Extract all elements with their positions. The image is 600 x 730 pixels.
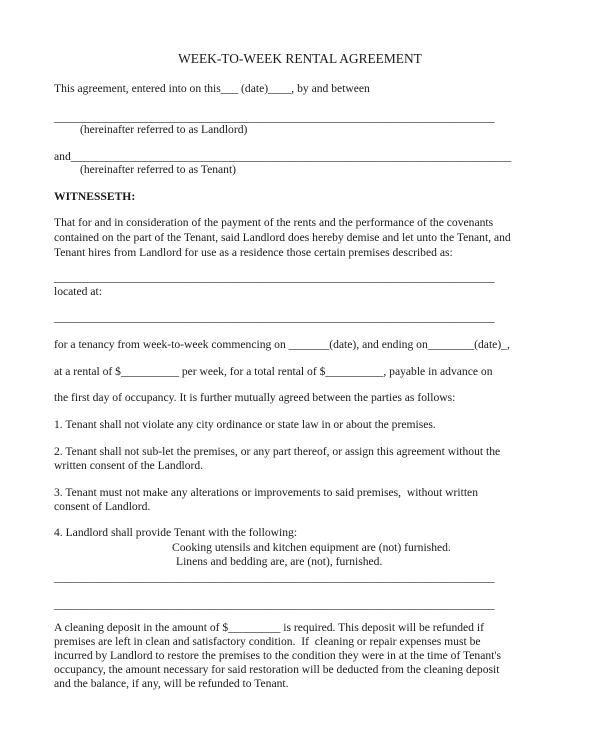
witnesseth-heading: WITNESSETH: xyxy=(54,190,136,203)
extra-blank-line: ____________________________________________________________________________ xyxy=(54,571,495,584)
furnishing-item: Cooking utensils and kitchen equipment are (not) furnished. xyxy=(172,541,451,554)
clause-3-line: 3. Tenant must not make any alterations or improvements to said premises, without written xyxy=(54,486,478,499)
clause-2-line: 2. Tenant shall not sub-let the premises, or any part thereof, or assign this agreement without the xyxy=(54,445,501,458)
deposit-line: premises are left in clean and satisfactory condition. If cleaning or repair expenses must be xyxy=(54,635,481,648)
tenant-name-line: and____________________________________________________________________________ xyxy=(54,150,512,163)
located-at-label: located at: xyxy=(54,285,102,298)
consideration-line: Tenant hires from Landlord for use as a residence those certain premises described as: xyxy=(54,246,453,259)
occupancy-line: the first day of occupancy. It is further mutually agreed between the parties as follows: xyxy=(54,391,456,404)
deposit-line: incurred by Landlord to restore the premises to the condition they were in at the time of Tenant's xyxy=(54,649,501,662)
document-title: WEEK-TO-WEEK RENTAL AGREEMENT xyxy=(178,51,422,66)
consideration-line: That for and in consideration of the payment of the rents and the performance of the covenants xyxy=(54,216,494,229)
furnishing-item: Linens and bedding are, are (not), furnished. xyxy=(176,555,383,568)
premises-blank: ____________________________________________________________________________ xyxy=(54,271,495,284)
landlord-label: (hereinafter referred to as Landlord) xyxy=(80,123,248,136)
rental-amount-line: at a rental of $__________ per week, for a total rental of $__________, payable in advance on xyxy=(54,365,493,378)
clause-3-line: consent of Landlord. xyxy=(54,500,151,513)
landlord-name-blank: ____________________________________________________________________________ xyxy=(54,111,495,124)
tenant-label: (hereinafter referred to as Tenant) xyxy=(80,163,237,176)
location-blank: ____________________________________________________________________________ xyxy=(54,311,495,324)
clause-2-line: written consent of the Landlord. xyxy=(54,459,204,472)
deposit-line: A cleaning deposit in the amount of $_________ is required. This deposit will be refunded if xyxy=(54,621,484,634)
clause-4: 4. Landlord shall provide Tenant with the following: xyxy=(54,526,298,539)
extra-blank-line: ____________________________________________________________________________ xyxy=(54,598,495,611)
deposit-line: and the balance, if any, will be refunded to Tenant. xyxy=(54,677,289,690)
tenancy-terms-line: for a tenancy from week-to-week commencing on _______(date), and ending on________(date)_, xyxy=(54,338,510,351)
consideration-line: contained on the part of the Tenant, said Landlord does hereby demise and let unto the Tenant, and xyxy=(54,231,511,244)
intro-line: This agreement, entered into on this___ (date)____, by and between xyxy=(54,82,370,95)
clause-1: 1. Tenant shall not violate any city ordinance or state law in or about the premises. xyxy=(54,418,436,431)
deposit-line: occupancy, the amount necessary for said restoration will be deducted from the cleaning deposit xyxy=(54,663,500,676)
